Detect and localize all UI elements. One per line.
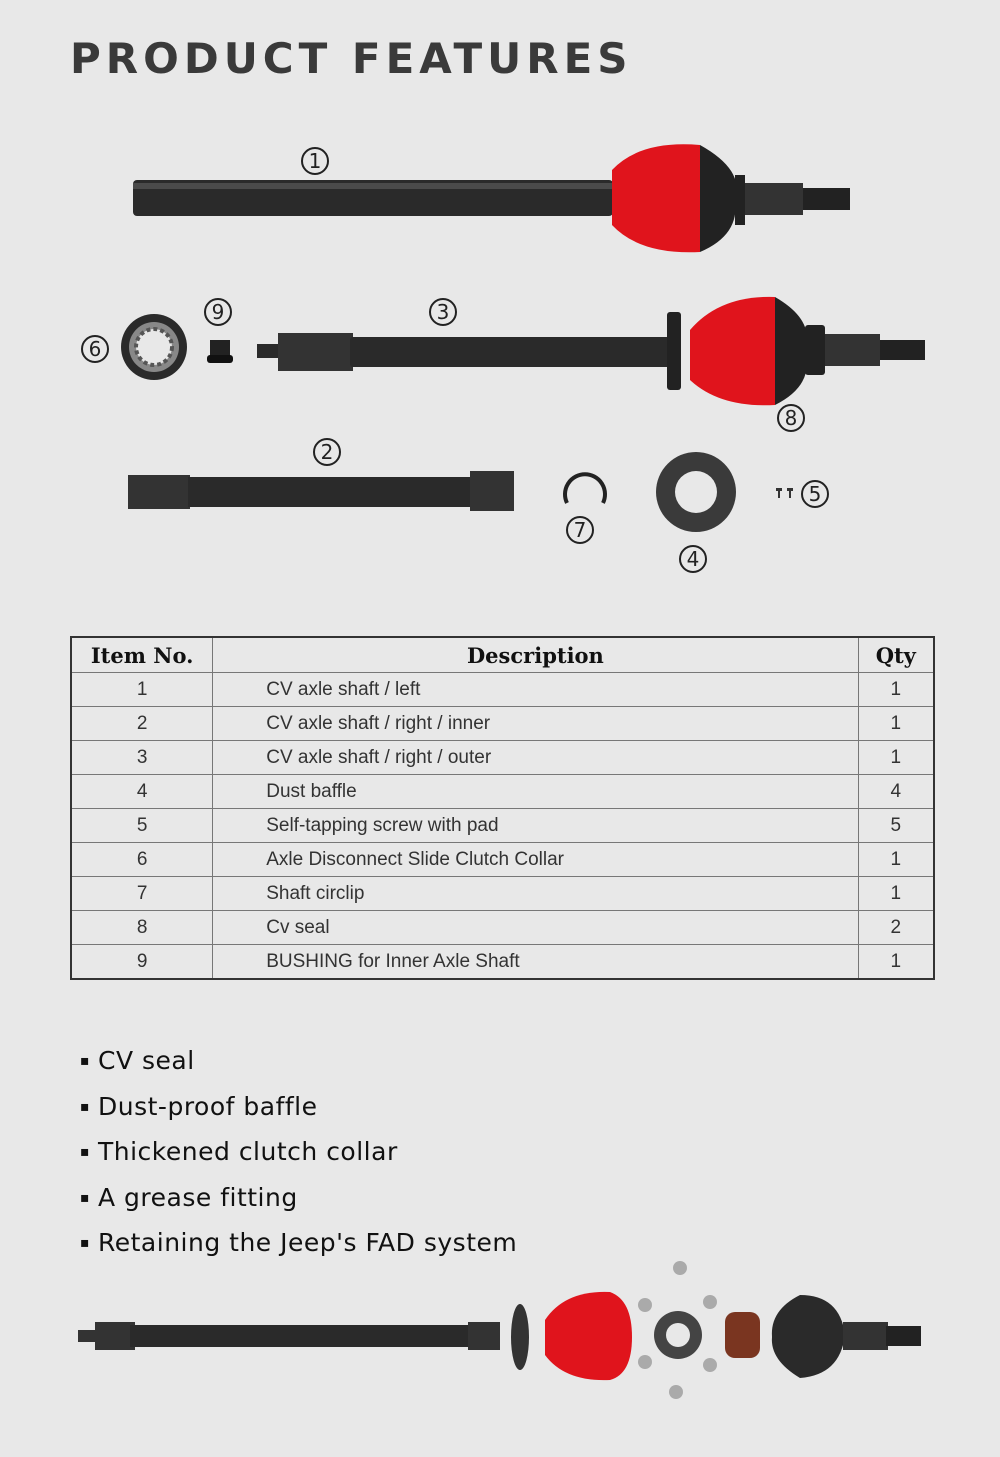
dust-baffle-image	[656, 452, 736, 532]
cv-axle-shaft-right-inner-image	[128, 471, 514, 511]
clutch-collar-image	[121, 314, 187, 380]
item-qty: 1	[858, 673, 934, 707]
item-qty: 1	[858, 877, 934, 911]
table-row	[71, 707, 934, 741]
item-no: 5	[71, 809, 213, 843]
parts-table	[70, 636, 935, 980]
feature-item: ▪ Thickened clutch collar	[80, 1133, 517, 1179]
table-row	[71, 911, 934, 945]
callout-7: 7	[566, 516, 594, 544]
callout-9: 9	[204, 298, 232, 326]
item-qty: 1	[858, 945, 934, 980]
item-no: 2	[71, 707, 213, 741]
table-header-row	[71, 637, 934, 673]
item-no: 6	[71, 843, 213, 877]
table-row	[71, 741, 934, 775]
item-no: 8	[71, 911, 213, 945]
header-description: Description	[213, 637, 858, 673]
feature-item: ▪ Dust-proof baffle	[80, 1088, 517, 1134]
page-title: PRODUCT FEATURES	[70, 34, 633, 83]
callout-5: 5	[801, 480, 829, 508]
table-row	[71, 775, 934, 809]
item-qty: 1	[858, 707, 934, 741]
item-qty: 2	[858, 911, 934, 945]
callout-3: 3	[429, 298, 457, 326]
callout-2: 2	[313, 438, 341, 466]
item-description: CV axle shaft / left	[213, 673, 858, 707]
cv-axle-shaft-left-image	[133, 144, 850, 252]
item-description: Dust baffle	[213, 775, 858, 809]
table-row	[71, 809, 934, 843]
item-qty: 1	[858, 741, 934, 775]
feature-list	[80, 1042, 517, 1270]
feature-item: ▪ A grease fitting	[80, 1179, 517, 1225]
item-no: 7	[71, 877, 213, 911]
screws-image	[776, 488, 793, 498]
table-row	[71, 843, 934, 877]
callout-1: 1	[301, 147, 329, 175]
callout-4: 4	[679, 545, 707, 573]
item-description: Axle Disconnect Slide Clutch Collar	[213, 843, 858, 877]
header-qty: Qty	[858, 637, 934, 673]
item-description: CV axle shaft / right / outer	[213, 741, 858, 775]
item-no: 3	[71, 741, 213, 775]
item-qty: 4	[858, 775, 934, 809]
header-item-no: Item No.	[71, 637, 213, 673]
bushing-image	[207, 340, 233, 363]
item-no: 1	[71, 673, 213, 707]
feature-item: ▪ Retaining the Jeep's FAD system	[80, 1224, 517, 1270]
item-description: BUSHING for Inner Axle Shaft	[213, 945, 858, 980]
callout-6: 6	[81, 335, 109, 363]
item-qty: 1	[858, 843, 934, 877]
table-row	[71, 877, 934, 911]
cv-axle-shaft-right-outer-image	[257, 297, 925, 405]
item-description: Self-tapping screw with pad	[213, 809, 858, 843]
circlip-image	[565, 474, 605, 503]
table-row	[71, 945, 934, 980]
item-description: CV axle shaft / right / inner	[213, 707, 858, 741]
table-row	[71, 673, 934, 707]
item-no: 9	[71, 945, 213, 980]
callout-8: 8	[777, 404, 805, 432]
feature-item: ▪ CV seal	[80, 1042, 517, 1088]
exploded-cv-joint-image	[78, 1261, 921, 1399]
item-description: Shaft circlip	[213, 877, 858, 911]
item-description: Cv seal	[213, 911, 858, 945]
item-no: 4	[71, 775, 213, 809]
item-qty: 5	[858, 809, 934, 843]
